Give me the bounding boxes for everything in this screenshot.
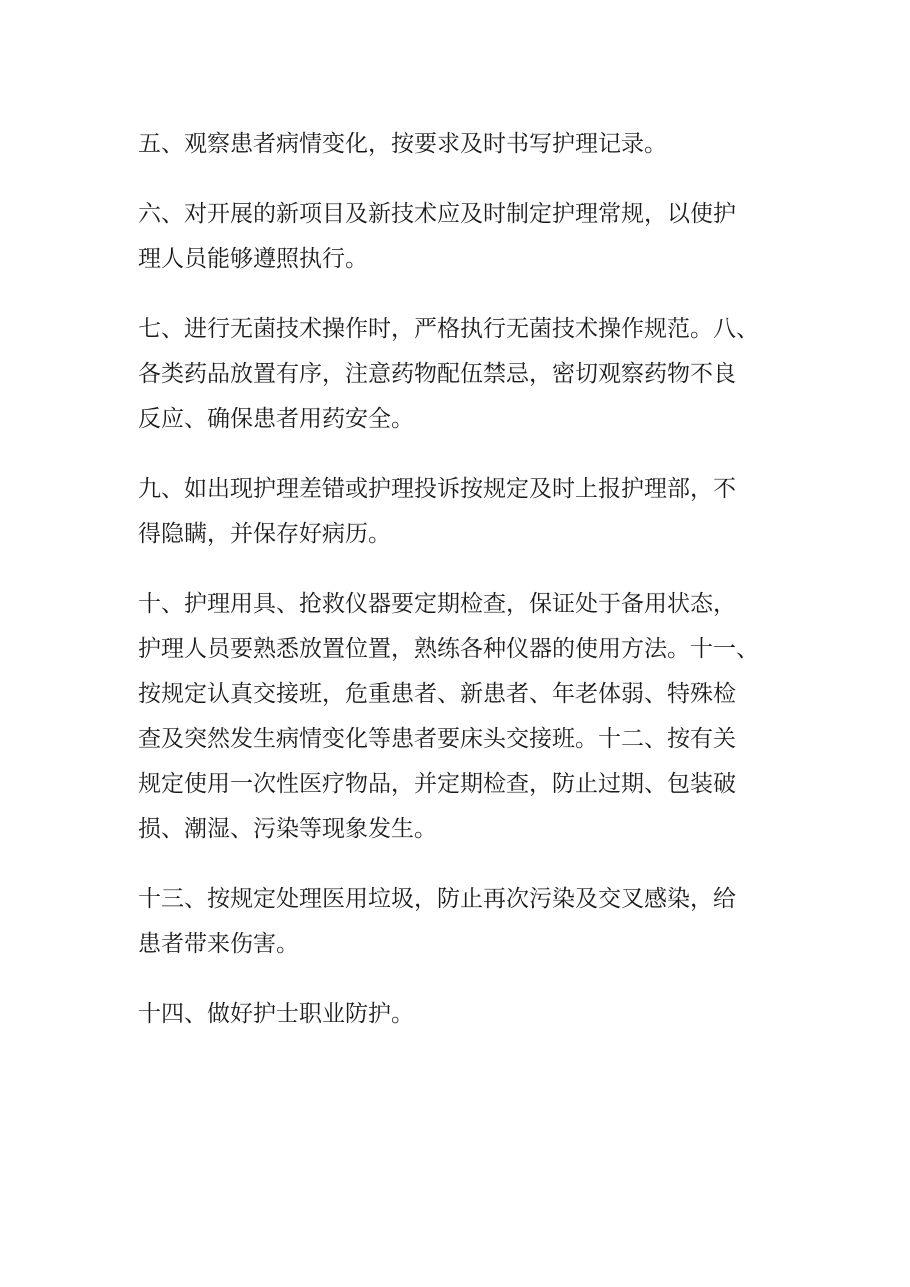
- paragraph-6: [138, 192, 778, 282]
- text-line: 得隐瞒，并保存好病历。: [138, 521, 391, 547]
- paragraph-13: [138, 877, 778, 967]
- text-line: 查及突然发生病情变化等患者要床头交接班。十二、按有关: [138, 726, 736, 752]
- paragraph-9: [138, 467, 778, 557]
- text-line: 十、护理用具、抢救仪器要定期检查，保证处于备用状态，: [138, 591, 736, 617]
- text-line: 十三、按规定处理医用垃圾，防止再次污染及交叉感染，给: [138, 886, 736, 912]
- text-line: 五、观察患者病情变化，按要求及时书写护理记录。: [138, 131, 667, 157]
- paragraph-7-8: [138, 307, 778, 442]
- text-line: 损、潮湿、污染等现象发生。: [138, 816, 437, 842]
- document-body: [138, 122, 778, 1062]
- text-line: 反应、确保患者用药安全。: [138, 406, 414, 432]
- text-line: 患者带来伤害。: [138, 931, 299, 957]
- text-line: 六、对开展的新项目及新技术应及时制定护理常规，以使护: [138, 201, 736, 227]
- text-line: 护理人员要熟悉放置位置，熟练各种仪器的使用方法。十一、: [138, 636, 759, 662]
- text-line: 理人员能够遵照执行。: [138, 246, 368, 272]
- text-line: 九、如出现护理差错或护理投诉按规定及时上报护理部，不: [138, 476, 736, 502]
- text-line: 各类药品放置有序，注意药物配伍禁忌，密切观察药物不良: [138, 361, 736, 387]
- paragraph-14: [138, 992, 778, 1037]
- paragraph-5: [138, 122, 778, 167]
- text-line: 七、进行无菌技术操作时，严格执行无菌技术操作规范。八、: [138, 316, 759, 342]
- text-line: 按规定认真交接班，危重患者、新患者、年老体弱、特殊检: [138, 681, 736, 707]
- paragraph-10-12: [138, 582, 778, 852]
- text-line: 规定使用一次性医疗物品，并定期检查，防止过期、包装破: [138, 771, 736, 797]
- text-line: 十四、做好护士职业防护。: [138, 1001, 414, 1027]
